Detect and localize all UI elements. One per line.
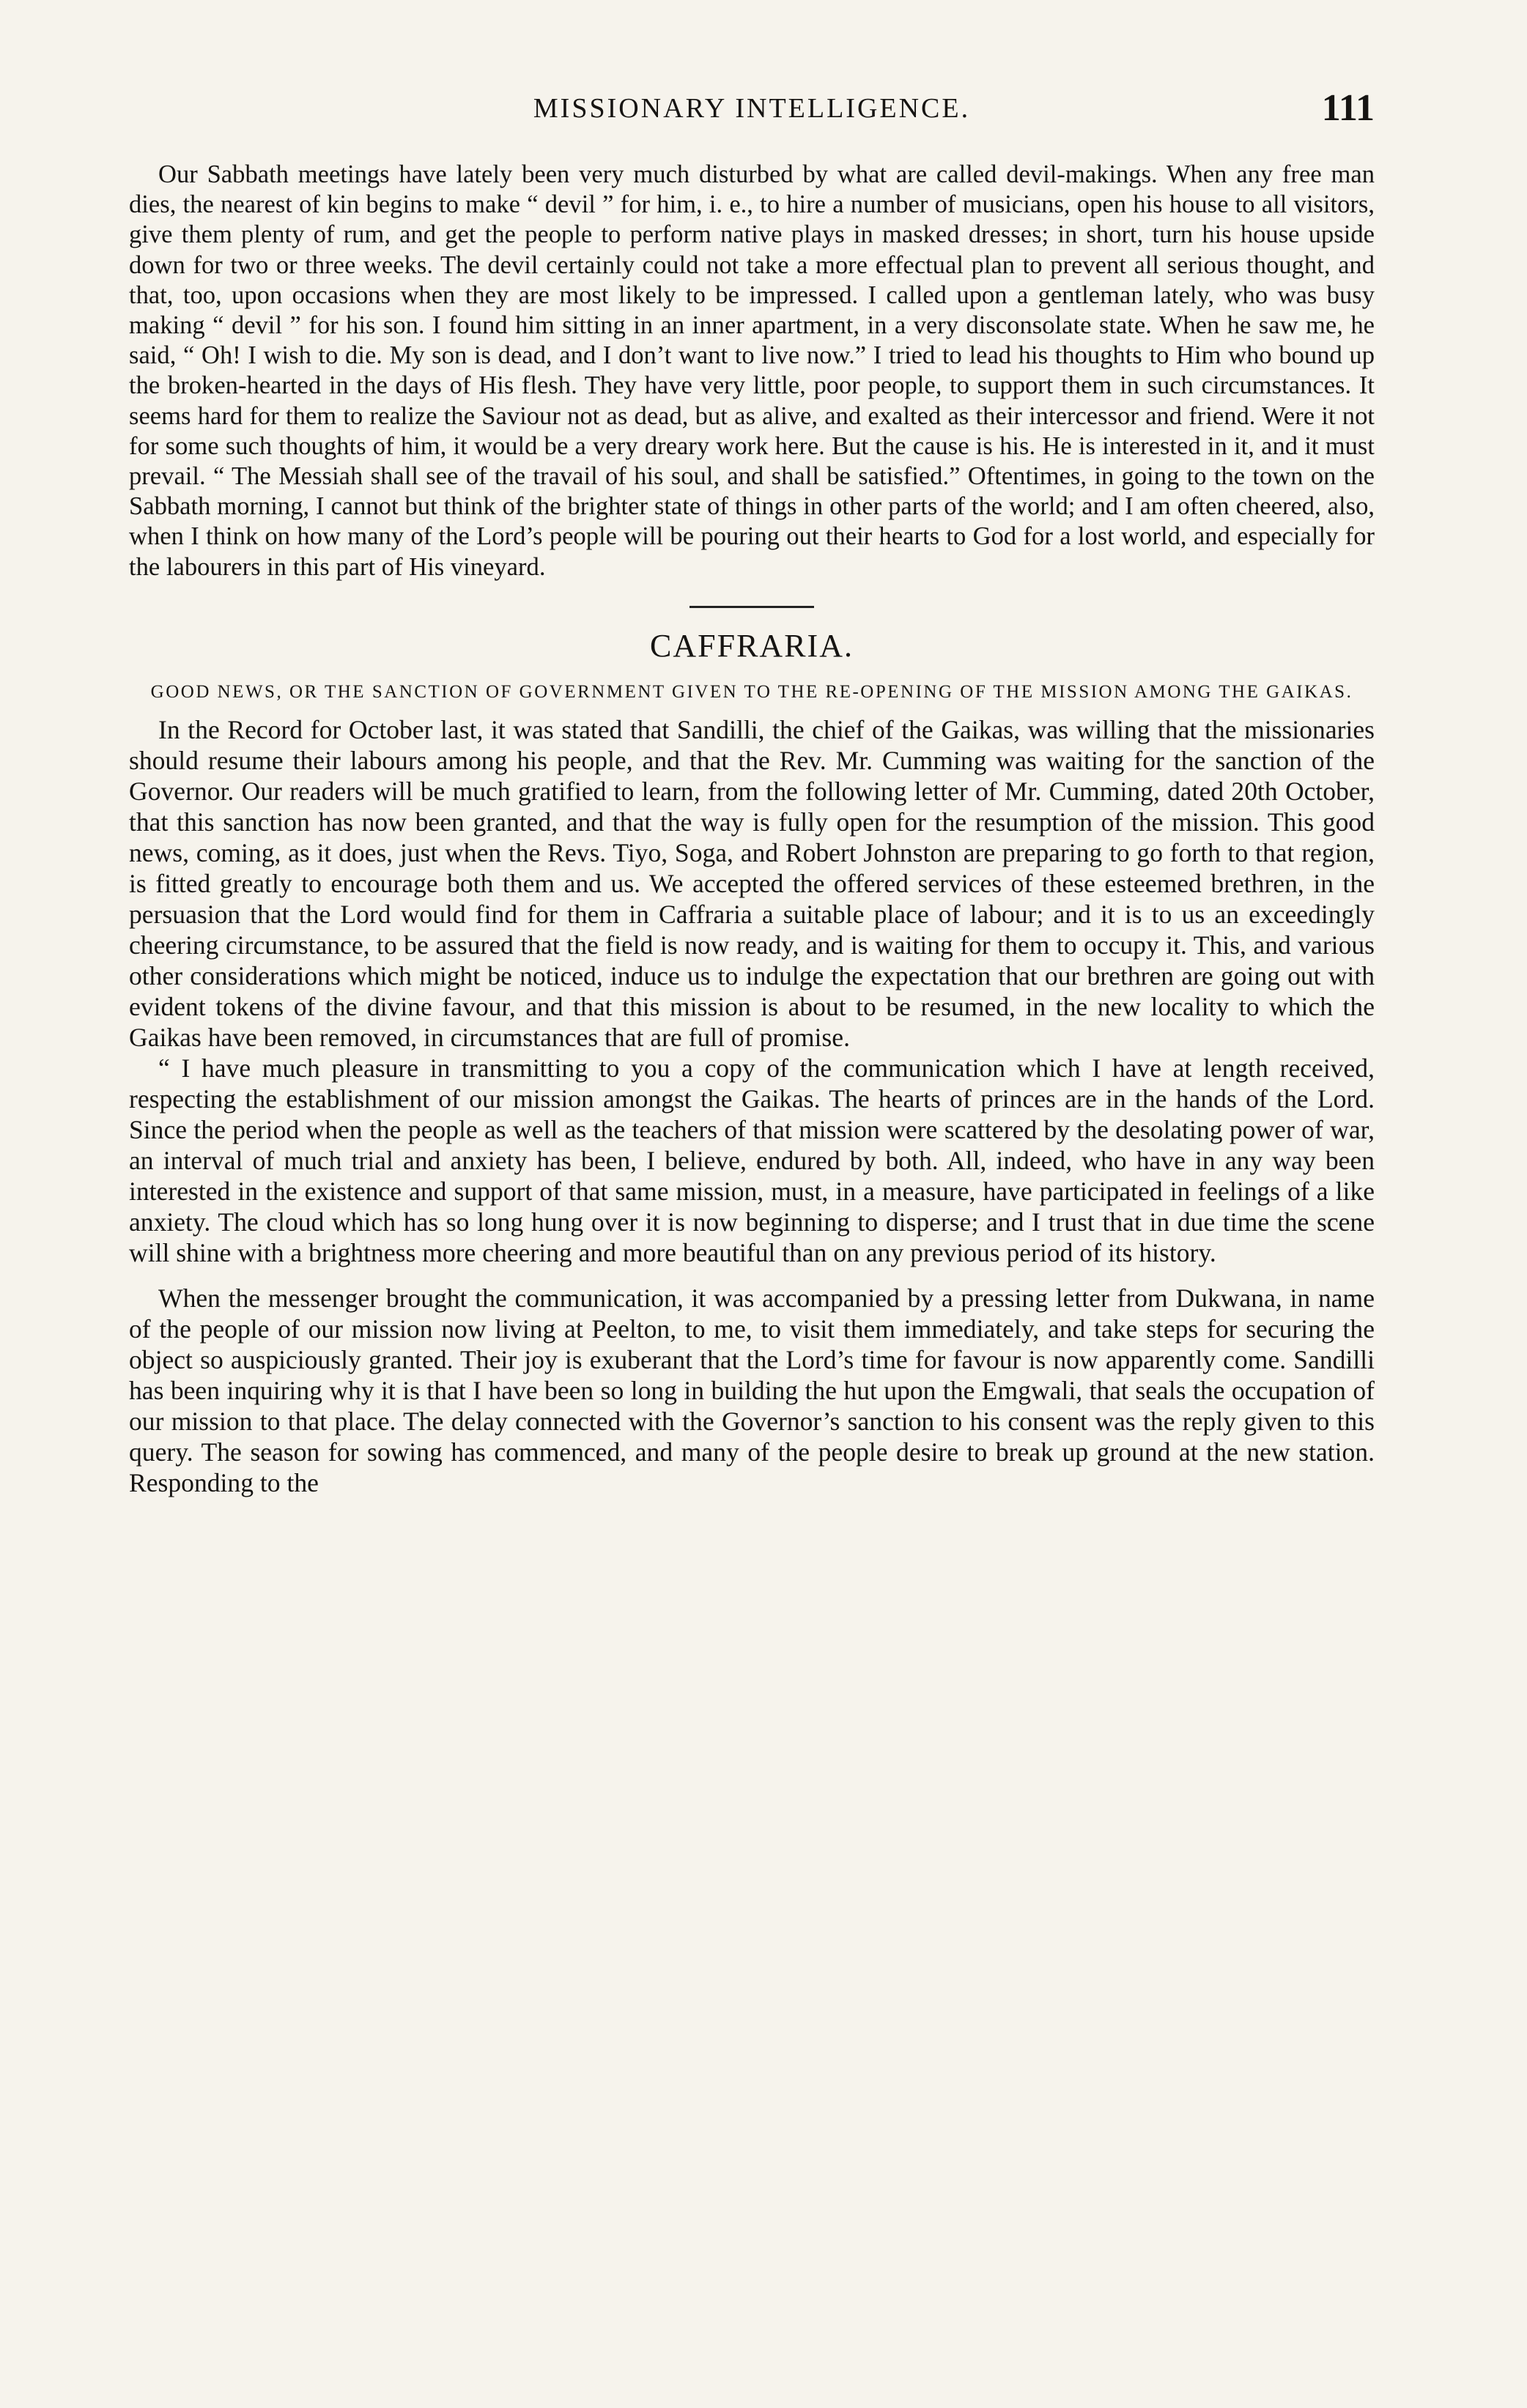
intro-paragraph: Our Sabbath meetings have lately been very much disturbed by what are called devil-makings. When any free man dies, the nearest of kin begins to make “ devil ” for him, i. e., to hire a number of musicians, open his house to all visitors, give them plenty of rum, and get the people to perform native plays in masked dresses; in short, turn his house upside down for two or three weeks. The devil certainly could not take a more effectual plan to prevent all serious thought, and that, too, upon occasions when they are most likely to be impressed. I called upon a gentleman lately, who was busy making “ devil ” for his son. I found him sitting in an inner apartment, in a very disconsolate state. When he saw me, he said, “ Oh! I wish to die. My son is dead, and I don’t want to live now.” I tried to lead his thoughts to Him who bound up the broken-hearted in the days of His flesh. They have very little, poor people, to support them in such circumstances. It seems hard for them to realize the Saviour not as dead, but as alive, and exalted as their intercessor and friend. Were it not for some such thoughts of him, it would be a very dreary work here. But the cause is his. He is interested in it, and it must prevail. “ The Messiah shall see of the travail of his soul, and shall be satisfied.” Oftentimes, in going to the town on the Sabbath morning, I cannot but think of the brighter state of things in other parts of the world; and I am often cheered, also, when I think on how many of the Lord’s people will be pouring out their hearts to God for a lost world, and especially for the labourers in this part of His vineyard. [129, 160, 1375, 581]
page-number: 111 [1321, 87, 1375, 129]
section-divider [689, 606, 814, 608]
section-heading: CAFFRARIA. [650, 627, 854, 664]
body-paragraph-3: When the messenger brought the communication, it was accompanied by a pressing letter from Dukwana, in name of the people of our mission now living at Peelton, to me, to visit them immediately, and take steps for securing the object so auspiciously granted. Their joy is exuberant that the Lord’s time for favour is now apparently come. Sandilli has been inquiring why it is that I have been so long in building the hut upon the Emgwali, that seals the occupation of our mission to that place. The delay connected with the Governor’s sanction to his consent was the reply given to this query. The season for sowing has commenced, and many of the people desire to break up ground at the new station. Responding to the [129, 1283, 1375, 1497]
paragraph-gap [129, 1268, 1375, 1283]
body-paragraph-1: In the Record for October last, it was stated that Sandilli, the chief of the Gaikas, was willing that the missionaries should resume their labours among his people, and that the Rev. Mr. Cumming was waiting for the sanction of the Governor. Our readers will be much gratified to learn, from the following letter of Mr. Cumming, dated 20th October, that this sanction has now been granted, and that the way is fully open for the resumption of the mission. This good news, coming, as it does, just when the Revs. Tiyo, Soga, and Robert Johnston are preparing to go forth to that region, is fitted greatly to encourage both them and us. We accepted the offered services of these esteemed brethren, in the persuasion that the Lord would find for them in Caffraria a suitable place of labour; and it is to us an exceedingly cheering circumstance, to be assured that the field is now ready, and is waiting for them to occupy it. This, and various other considerations which might be noticed, induce us to indulge the expectation that our brethren are going out with evident tokens of the divine favour, and that this mission is about to be resumed, in the new locality to which the Gaikas have been removed, in circumstances that are full of promise. [129, 714, 1375, 1052]
page [129, 86, 1375, 1498]
running-title: MISSIONARY INTELLIGENCE. [533, 93, 971, 124]
section-subheading: GOOD NEWS, OR THE SANCTION OF GOVERNMENT GIVEN TO THE RE-OPENING OF THE MISSION AMONG THE GAIKAS. [150, 681, 1353, 702]
body-paragraph-2: “ I have much pleasure in transmitting to you a copy of the communication which I have at length received, respecting the establishment of our mission amongst the Gaikas. The hearts of princes are in the hands of the Lord. Since the period when the people as well as the teachers of that mission were scattered by the desolating power of war, an interval of much trial and anxiety has been, I believe, endured by both. All, indeed, who have in any way been interested in the existence and support of that same mission, must, in a measure, have participated in feelings of a like anxiety. The cloud which has so long hung over it is now beginning to disperse; and I trust that in due time the scene will shine with a brightness more cheering and more beautiful than on any previous period of its history. [129, 1053, 1375, 1267]
running-head [129, 86, 1375, 138]
